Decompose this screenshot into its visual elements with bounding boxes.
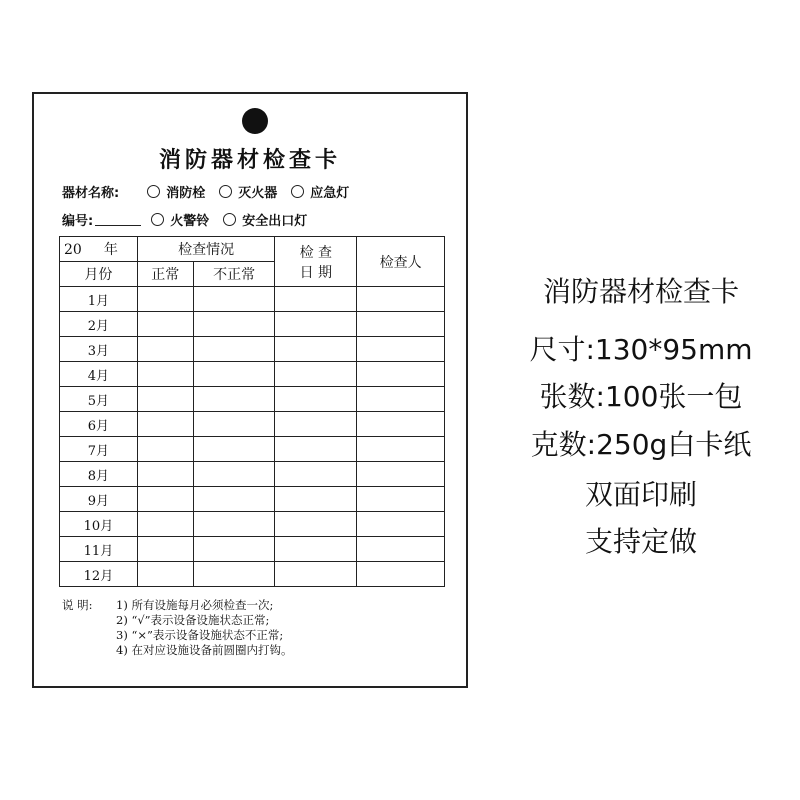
entry-cell[interactable] xyxy=(193,362,275,387)
entry-cell[interactable] xyxy=(275,487,357,512)
table-row xyxy=(60,362,445,387)
radio-circle-icon xyxy=(147,185,160,198)
notes-label: 说 明: xyxy=(62,598,93,612)
radio-circle-icon xyxy=(219,185,232,198)
month-cell: 6月 xyxy=(60,412,138,437)
entry-cell[interactable] xyxy=(275,312,357,337)
entry-cell[interactable] xyxy=(275,437,357,462)
entry-cell[interactable] xyxy=(137,462,193,487)
month-cell: 3月 xyxy=(60,337,138,362)
entry-cell[interactable] xyxy=(193,487,275,512)
table-row xyxy=(60,337,445,362)
entry-cell[interactable] xyxy=(275,412,357,437)
table-row xyxy=(60,312,445,337)
entry-cell[interactable] xyxy=(137,387,193,412)
option-exit-light[interactable]: 安全出口灯 xyxy=(223,210,307,229)
number-row xyxy=(62,210,307,229)
month-cell: 12月 xyxy=(60,562,138,587)
option-fire-alarm[interactable]: 火警铃 xyxy=(151,210,209,229)
entry-cell[interactable] xyxy=(137,312,193,337)
entry-cell[interactable] xyxy=(275,512,357,537)
entry-cell[interactable] xyxy=(193,312,275,337)
year-cell: 20 年 xyxy=(60,237,138,262)
entry-cell[interactable] xyxy=(357,487,445,512)
entry-cell[interactable] xyxy=(193,512,275,537)
entry-cell[interactable] xyxy=(193,287,275,312)
entry-cell[interactable] xyxy=(193,387,275,412)
note-item: 3) “×”表示设备设施状态不正常; xyxy=(116,628,284,642)
month-cell: 4月 xyxy=(60,362,138,387)
month-cell: 11月 xyxy=(60,537,138,562)
entry-cell[interactable] xyxy=(137,562,193,587)
entry-cell[interactable] xyxy=(193,562,275,587)
entry-cell[interactable] xyxy=(193,337,275,362)
entry-cell[interactable] xyxy=(357,437,445,462)
product-weight: 克数:250g白卡纸 xyxy=(530,428,752,461)
entry-cell[interactable] xyxy=(137,337,193,362)
entry-cell[interactable] xyxy=(357,562,445,587)
table-row xyxy=(60,487,445,512)
entry-cell[interactable] xyxy=(275,537,357,562)
entry-cell[interactable] xyxy=(357,412,445,437)
table-row xyxy=(60,562,445,587)
date-header: 检 查 日 期 xyxy=(275,237,357,287)
table-row xyxy=(60,537,445,562)
entry-cell[interactable] xyxy=(193,462,275,487)
option-extinguisher[interactable]: 灭火器 xyxy=(219,182,277,201)
month-cell: 2月 xyxy=(60,312,138,337)
normal-header: 正常 xyxy=(137,262,193,287)
month-cell: 7月 xyxy=(60,437,138,462)
inspection-table xyxy=(59,236,445,587)
month-header: 月份 xyxy=(60,262,138,287)
entry-cell[interactable] xyxy=(357,287,445,312)
note-item: 4) 在对应设施设备前圆圈内打钩。 xyxy=(116,643,293,657)
table-row xyxy=(60,512,445,537)
entry-cell[interactable] xyxy=(275,337,357,362)
entry-cell[interactable] xyxy=(275,562,357,587)
equipment-row xyxy=(62,182,349,201)
number-label: 编号: xyxy=(62,214,94,229)
product-printing: 双面印刷 xyxy=(584,478,697,511)
month-cell: 8月 xyxy=(60,462,138,487)
month-cell: 9月 xyxy=(60,487,138,512)
status-header: 检查情况 xyxy=(137,237,275,262)
entry-cell[interactable] xyxy=(357,462,445,487)
note-item: 1) 所有设施每月必须检查一次; xyxy=(116,598,274,612)
table-row xyxy=(60,462,445,487)
entry-cell[interactable] xyxy=(357,312,445,337)
entry-cell[interactable] xyxy=(137,487,193,512)
product-custom: 支持定做 xyxy=(584,525,697,558)
equipment-label: 器材名称: xyxy=(62,186,120,201)
table-row xyxy=(60,387,445,412)
card-title: 消防器材检查卡 xyxy=(158,148,341,173)
month-cell: 5月 xyxy=(60,387,138,412)
product-quantity: 张数:100张一包 xyxy=(539,380,743,413)
entry-cell[interactable] xyxy=(275,287,357,312)
entry-cell[interactable] xyxy=(357,337,445,362)
entry-cell[interactable] xyxy=(357,512,445,537)
abnormal-header: 不正常 xyxy=(193,262,275,287)
number-blank[interactable] xyxy=(95,213,141,226)
month-cell: 1月 xyxy=(60,287,138,312)
entry-cell[interactable] xyxy=(193,437,275,462)
note-item: 2) “√”表示设备设施状态正常; xyxy=(116,613,270,627)
entry-cell[interactable] xyxy=(357,362,445,387)
entry-cell[interactable] xyxy=(357,387,445,412)
notes xyxy=(62,598,292,658)
entry-cell[interactable] xyxy=(137,537,193,562)
radio-circle-icon xyxy=(291,185,304,198)
entry-cell[interactable] xyxy=(193,412,275,437)
hang-hole xyxy=(242,108,268,134)
entry-cell[interactable] xyxy=(137,362,193,387)
table-row xyxy=(60,412,445,437)
radio-circle-icon xyxy=(151,213,164,226)
entry-cell[interactable] xyxy=(137,512,193,537)
product-size: 尺寸:130*95mm xyxy=(529,333,753,366)
radio-circle-icon xyxy=(223,213,236,226)
option-emergency-light[interactable]: 应急灯 xyxy=(291,182,349,201)
table-row xyxy=(60,287,445,312)
table-row xyxy=(60,437,445,462)
entry-cell[interactable] xyxy=(137,412,193,437)
entry-cell[interactable] xyxy=(137,287,193,312)
entry-cell[interactable] xyxy=(357,537,445,562)
entry-cell[interactable] xyxy=(137,437,193,462)
product-name: 消防器材检查卡 xyxy=(542,275,739,308)
month-cell: 10月 xyxy=(60,512,138,537)
inspector-header: 检查人 xyxy=(357,237,445,287)
entry-cell[interactable] xyxy=(275,462,357,487)
entry-cell[interactable] xyxy=(193,537,275,562)
option-hydrant[interactable]: 消防栓 xyxy=(147,182,205,201)
entry-cell[interactable] xyxy=(275,362,357,387)
entry-cell[interactable] xyxy=(275,387,357,412)
